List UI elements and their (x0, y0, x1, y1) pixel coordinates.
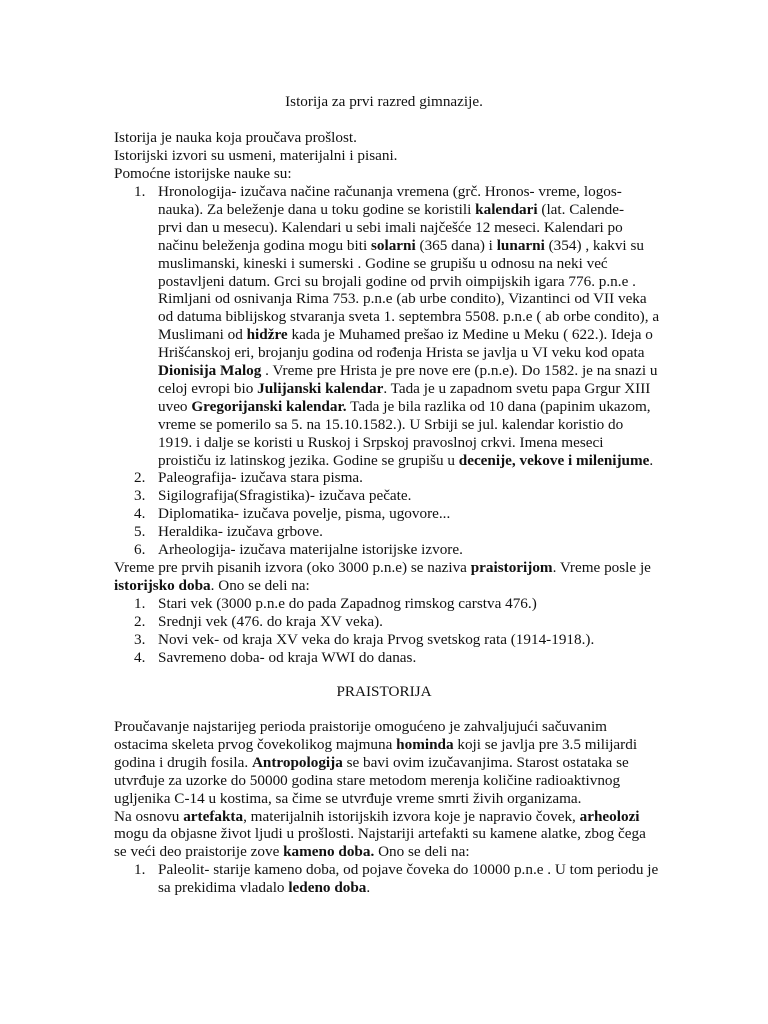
text-line (158, 487, 673, 505)
list-number: 3. (134, 630, 146, 648)
text-run: Diplomatika- izučava povelje, pisma, ugovore... (158, 505, 451, 523)
text-run: , materijalnih istorijskih izvora koje je napravio čovek, (243, 807, 580, 825)
text-run: . Vreme pre Hrista je pre nove ere (p.n.e). Do 1582. je na snazi u (261, 362, 658, 380)
text-run: Muslimani od (158, 326, 247, 344)
text-line (114, 736, 646, 754)
text-run: nauka). Za beleženje dana u toku godine se koristili (158, 200, 476, 218)
text-run: mogu da objasne život ljudi u prošlosti. Najstariji artefakti su kamene alatke, zbog čega (114, 825, 646, 843)
text-line (114, 754, 646, 772)
text-line (158, 380, 673, 398)
text-run: Na osnovu (114, 807, 184, 825)
text-run: Srednji vek (476. do kraja XV veka). (158, 612, 383, 630)
text-run: muslimanski, kineski i sumerski . Godine se grupišu u odnosu na neki već (158, 254, 608, 272)
list-item-text (158, 469, 673, 487)
list-number: 4. (134, 505, 146, 523)
bold-term: artefakta (183, 807, 244, 825)
text-run: celoj evropi bio (158, 379, 258, 397)
text-line (158, 505, 673, 523)
text-run: ostacima skeleta prvog čovekolikog majmuna (114, 735, 397, 753)
bold-term: Gregorijanski kalendar. (191, 397, 347, 415)
list-item-text (158, 505, 673, 523)
text-line (158, 219, 673, 237)
text-line (114, 843, 646, 861)
list-item-text (158, 613, 673, 631)
text-run: Hronologija- izučava načine računanja vremena (grč. Hronos- vreme, logos- (158, 183, 622, 200)
text-line (158, 631, 673, 649)
text-run: vreme se pomerilo sa 5. na 15.10.1582.). U Srbiji se jul. kalendar koristio do (158, 415, 624, 433)
section-title: PRAISTORIJA (336, 683, 432, 700)
text-line (114, 577, 651, 595)
prehistory-intro-paragraph (114, 559, 651, 595)
text-line (114, 808, 646, 826)
text-line (158, 595, 673, 613)
list-number: 2. (134, 612, 146, 630)
text-line (114, 559, 651, 577)
text-line (114, 790, 646, 808)
list-item-text (158, 523, 673, 541)
text-line (158, 237, 673, 255)
text-line (158, 541, 673, 559)
list-item-text (158, 861, 673, 897)
bold-term: decenije, vekove i milenijume (458, 451, 650, 469)
text-run: kada je Muhamed prešao iz Medine u Meku ( 622.). Ideja o (287, 326, 653, 344)
bold-term: Dionisija Malog (158, 362, 262, 380)
text-run: . Ono se deli na: (210, 576, 310, 594)
bold-term: Antropologija (251, 753, 343, 771)
document-title: Istorija za prvi razred gimnazije. (285, 93, 483, 110)
text-run: . (649, 451, 654, 469)
text-line (158, 452, 673, 470)
prehistory-paragraph (114, 718, 646, 861)
bold-term: kameno doba. (283, 843, 375, 861)
text-run: od datuma biblijskog stvaranja sveta 1. septembra 5508. p.n.e ( ab orbe condito), a (158, 308, 660, 326)
text-run: koji se javlja pre 3.5 milijardi (453, 735, 638, 753)
text-run: Proučavanje najstarijeg perioda praistorije omogućeno je zahvaljujući sačuvanim (114, 718, 607, 735)
intro-line: Pomoćne istorijske nauke su: (114, 165, 292, 182)
bold-term: praistorijom (470, 559, 553, 576)
list-item-text (158, 649, 673, 667)
text-run: . Vreme posle je (552, 559, 651, 576)
list-item-text (158, 595, 673, 613)
text-run: sa prekidima vladalo (158, 878, 289, 896)
list-number: 1. (134, 183, 146, 200)
list-item-text (158, 631, 673, 649)
text-run: . (366, 878, 371, 896)
text-line (114, 772, 646, 790)
bold-term: hidžre (246, 326, 288, 344)
text-line (158, 398, 673, 416)
list-item-text (158, 183, 673, 470)
bold-term: solarni (370, 236, 416, 254)
text-run: Savremeno doba- od kraja WWI do danas. (158, 648, 417, 666)
bold-term: Julijanski kalendar (257, 379, 384, 397)
text-line (114, 825, 646, 843)
bold-term: hominda (396, 735, 454, 753)
bold-term: istorijsko doba (114, 576, 211, 594)
intro-line: Istorijski izvori su usmeni, materijalni i pisani. (114, 147, 398, 164)
text-run: (365 dana) i (415, 236, 497, 254)
text-line (158, 183, 673, 201)
text-run: Arheologija- izučava materijalne istorijske izvore. (158, 541, 463, 558)
text-run: 1919. i dalje se koristi u Ruskoj i Srpskoj pravoslnoj crkvi. Imena meseci (158, 433, 604, 451)
text-line (158, 255, 673, 273)
text-line (158, 201, 673, 219)
text-run: proističu iz latinskog jezika. Godine se grupišu u (158, 451, 459, 469)
text-line (158, 273, 673, 291)
text-run: Novi vek- od kraja XV veka do kraja Prvog svetskog rata (1914-1918.). (158, 630, 595, 648)
list-number: 4. (134, 648, 146, 666)
text-line (158, 290, 673, 308)
text-run: Ono se deli na: (374, 843, 470, 861)
list-item-text (158, 487, 673, 505)
text-run: uveo (158, 397, 192, 415)
text-run: Tada je bila razlika od 10 dana (papinim ukazom, (346, 397, 651, 415)
text-line (158, 613, 673, 631)
list-number: 6. (134, 541, 146, 558)
text-line (158, 879, 673, 897)
text-run: Stari vek (3000 p.n.e do pada Zapadnog rimskog carstva 476.) (158, 595, 537, 612)
text-run: (354) , kakvi su (548, 236, 644, 254)
text-line (158, 434, 673, 452)
text-run: Paleografija- izučava stara pisma. (158, 469, 363, 487)
text-run: godina i drugih fosila. (114, 753, 252, 771)
text-run: Hrišćanskoj eri, brojanju godina od rođenja Hrista se javlja u VI veku kod opata (158, 344, 645, 362)
text-line (158, 523, 673, 541)
list-number: 3. (134, 487, 146, 505)
list-number: 1. (134, 595, 146, 612)
text-line (158, 326, 673, 344)
text-run: utvrđuje za uzorke do 50000 godina stare metodom merenja količine radioaktivnog (114, 771, 621, 789)
text-run: prvi dan u mesecu). Kalendari u sebi imali najčešće 12 meseci. Kalendari po (158, 218, 623, 236)
text-run: se veći deo praistorije zove (114, 843, 284, 861)
text-run: Vreme pre prvih pisanih izvora (oko 3000 p.n.e) se naziva (114, 559, 471, 576)
bold-term: lunarni (496, 236, 549, 254)
list-number: 5. (134, 523, 146, 541)
text-line (158, 469, 673, 487)
text-line (158, 649, 673, 667)
text-line (158, 416, 673, 434)
text-line (114, 718, 646, 736)
bold-term: arheolozi (579, 807, 640, 825)
text-run: . Tada je u zapadnom svetu papa Grgur XIII (383, 379, 651, 397)
text-line (158, 362, 673, 380)
list-number: 2. (134, 469, 146, 487)
text-line (158, 344, 673, 362)
text-run: Rimljani od osnivanja Rima 753. p.n.e (ab urbe condito), Vizantinci od VII veka (158, 290, 647, 308)
text-line (158, 308, 673, 326)
list-item-text (158, 541, 673, 559)
list-number: 1. (134, 861, 146, 878)
bold-term: kalendari (475, 200, 538, 218)
bold-term: ledeno doba (288, 878, 367, 896)
text-run: Sigilografija(Sfragistika)- izučava pečate. (158, 487, 412, 505)
intro-line: Istorija je nauka koja proučava prošlost. (114, 129, 357, 146)
text-run: Heraldika- izučava grbove. (158, 523, 323, 541)
text-run: načinu beleženja godina mogu biti (158, 236, 371, 254)
text-run: postavljeni datum. Grci su brojali godine od prvih oimpijskih igara 776. p.n.e . (158, 272, 636, 290)
text-line (158, 861, 673, 879)
text-run: Paleolit- starije kameno doba, od pojave čoveka do 10000 p.n.e . U tom periodu je (158, 861, 659, 878)
text-run: se bavi ovim izučavanjima. Starost ostataka se (342, 753, 629, 771)
text-run: (lat. Calende- (537, 200, 625, 218)
text-run: ugljenika C-14 u kostima, sa čime se utvrđuje vreme smrti živih organizama. (114, 789, 582, 807)
